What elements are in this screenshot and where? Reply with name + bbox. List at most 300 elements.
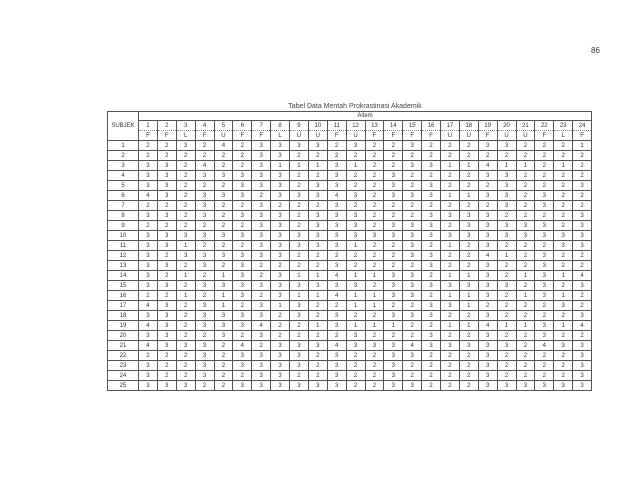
score-cell: 2 <box>346 151 365 161</box>
item-number-header: 4 <box>195 121 214 131</box>
subject-id-cell: 12 <box>108 251 139 261</box>
table-row <box>108 161 592 171</box>
score-cell: 3 <box>308 141 327 151</box>
score-cell: 3 <box>384 231 403 241</box>
score-cell: 3 <box>384 271 403 281</box>
score-cell: 1 <box>497 161 516 171</box>
score-cell: 3 <box>497 201 516 211</box>
score-cell: 3 <box>422 181 441 191</box>
item-code-header: F <box>327 131 346 141</box>
score-cell: 1 <box>459 271 478 281</box>
score-cell: 2 <box>573 171 592 181</box>
score-cell: 2 <box>422 201 441 211</box>
score-cell: 2 <box>554 191 573 201</box>
score-cell: 3 <box>403 381 422 391</box>
score-cell: 2 <box>535 161 554 171</box>
score-cell: 3 <box>422 251 441 261</box>
subject-id-cell: 16 <box>108 291 139 301</box>
score-cell: 2 <box>346 371 365 381</box>
item-code-header: U <box>290 131 309 141</box>
score-cell: 3 <box>157 171 176 181</box>
score-cell: 3 <box>478 361 497 371</box>
score-cell: 3 <box>308 381 327 391</box>
item-number-header: 10 <box>308 121 327 131</box>
score-cell: 3 <box>214 331 233 341</box>
score-cell: 2 <box>422 291 441 301</box>
score-cell: 2 <box>252 271 271 281</box>
score-cell: 1 <box>365 301 384 311</box>
score-cell: 2 <box>214 381 233 391</box>
score-cell: 3 <box>214 251 233 261</box>
score-cell: 3 <box>478 191 497 201</box>
score-cell: 3 <box>252 351 271 361</box>
score-cell: 3 <box>327 311 346 321</box>
score-cell: 2 <box>271 331 290 341</box>
score-cell: 2 <box>346 201 365 211</box>
score-cell: 2 <box>308 361 327 371</box>
score-cell: 2 <box>516 191 535 201</box>
score-cell: 1 <box>214 291 233 301</box>
score-cell: 2 <box>346 251 365 261</box>
score-cell: 2 <box>233 141 252 151</box>
score-cell: 3 <box>157 311 176 321</box>
score-cell: 2 <box>497 151 516 161</box>
score-cell: 3 <box>478 221 497 231</box>
score-cell: 3 <box>497 221 516 231</box>
score-cell: 2 <box>516 211 535 221</box>
score-cell: 3 <box>365 341 384 351</box>
score-cell: 3 <box>403 141 422 151</box>
score-cell: 2 <box>346 261 365 271</box>
score-cell: 2 <box>233 331 252 341</box>
item-code-header: F <box>478 131 497 141</box>
score-cell: 3 <box>422 331 441 341</box>
score-cell: 3 <box>139 281 158 291</box>
score-cell: 2 <box>497 261 516 271</box>
score-cell: 2 <box>573 331 592 341</box>
score-cell: 3 <box>478 331 497 341</box>
score-cell: 3 <box>308 231 327 241</box>
score-cell: 3 <box>195 261 214 271</box>
score-cell: 3 <box>384 171 403 181</box>
subject-id-cell: 4 <box>108 171 139 181</box>
score-cell: 2 <box>365 161 384 171</box>
subject-id-cell: 24 <box>108 371 139 381</box>
score-cell: 2 <box>422 351 441 361</box>
score-cell: 2 <box>327 251 346 261</box>
score-cell: 3 <box>308 241 327 251</box>
score-cell: 2 <box>535 301 554 311</box>
score-cell: 2 <box>422 151 441 161</box>
score-cell: 3 <box>497 141 516 151</box>
table-row <box>108 261 592 271</box>
score-cell: 2 <box>441 311 460 321</box>
score-cell: 1 <box>271 301 290 311</box>
score-cell: 3 <box>478 381 497 391</box>
score-cell: 4 <box>252 321 271 331</box>
item-code-header: F <box>195 131 214 141</box>
score-cell: 3 <box>384 181 403 191</box>
score-cell: 2 <box>365 211 384 221</box>
score-cell: 2 <box>290 321 309 331</box>
score-cell: 3 <box>271 381 290 391</box>
score-cell: 3 <box>233 271 252 281</box>
item-number-header: 19 <box>478 121 497 131</box>
item-code-header: L <box>176 131 195 141</box>
score-cell: 2 <box>327 151 346 161</box>
score-cell: 2 <box>346 311 365 321</box>
score-cell: 4 <box>327 291 346 301</box>
score-cell: 3 <box>233 191 252 201</box>
score-cell: 2 <box>214 371 233 381</box>
score-cell: 3 <box>422 301 441 311</box>
score-cell: 3 <box>252 161 271 171</box>
score-cell: 2 <box>516 201 535 211</box>
score-cell: 3 <box>214 171 233 181</box>
score-cell: 3 <box>327 381 346 391</box>
score-cell: 2 <box>441 331 460 341</box>
score-cell: 3 <box>573 311 592 321</box>
score-cell: 3 <box>535 281 554 291</box>
score-cell: 2 <box>497 301 516 311</box>
score-cell: 2 <box>535 371 554 381</box>
score-cell: 3 <box>157 341 176 351</box>
item-number-header: 5 <box>214 121 233 131</box>
score-cell: 2 <box>573 161 592 171</box>
score-cell: 2 <box>308 261 327 271</box>
score-cell: 3 <box>195 281 214 291</box>
score-cell: 2 <box>365 221 384 231</box>
score-cell: 1 <box>441 191 460 201</box>
score-cell: 2 <box>516 251 535 261</box>
score-cell: 2 <box>365 331 384 341</box>
score-cell: 3 <box>422 161 441 171</box>
score-cell: 3 <box>308 341 327 351</box>
score-cell: 3 <box>157 331 176 341</box>
score-cell: 1 <box>384 321 403 331</box>
score-cell: 2 <box>516 241 535 251</box>
score-cell: 2 <box>422 141 441 151</box>
table-row <box>108 171 592 181</box>
score-cell: 3 <box>441 341 460 351</box>
score-cell: 3 <box>252 151 271 161</box>
item-code-header: F <box>233 131 252 141</box>
score-cell: 2 <box>403 331 422 341</box>
score-cell: 3 <box>271 211 290 221</box>
score-cell: 3 <box>195 341 214 351</box>
score-cell: 1 <box>554 321 573 331</box>
score-cell: 3 <box>195 371 214 381</box>
score-cell: 3 <box>252 331 271 341</box>
score-cell: 2 <box>176 201 195 211</box>
score-cell: 2 <box>441 141 460 151</box>
score-cell: 1 <box>516 321 535 331</box>
score-cell: 3 <box>139 171 158 181</box>
score-cell: 2 <box>365 171 384 181</box>
score-cell: 3 <box>497 171 516 181</box>
score-cell: 2 <box>195 241 214 251</box>
score-cell: 2 <box>233 301 252 311</box>
score-cell: 2 <box>365 181 384 191</box>
score-cell: 2 <box>214 221 233 231</box>
score-cell: 3 <box>252 381 271 391</box>
score-cell: 3 <box>327 371 346 381</box>
score-cell: 2 <box>497 351 516 361</box>
score-cell: 3 <box>535 191 554 201</box>
score-cell: 2 <box>214 241 233 251</box>
score-cell: 3 <box>195 191 214 201</box>
score-cell: 4 <box>233 341 252 351</box>
score-cell: 2 <box>516 151 535 161</box>
score-cell: 2 <box>271 311 290 321</box>
table-row <box>108 191 592 201</box>
score-cell: 3 <box>441 231 460 241</box>
score-cell: 1 <box>459 191 478 201</box>
item-code-header: F <box>535 131 554 141</box>
score-cell: 2 <box>290 251 309 261</box>
score-cell: 4 <box>139 321 158 331</box>
score-cell: 3 <box>497 181 516 191</box>
item-number-header: 15 <box>403 121 422 131</box>
score-cell: 2 <box>535 181 554 191</box>
score-cell: 2 <box>441 371 460 381</box>
score-cell: 3 <box>308 181 327 191</box>
score-cell: 2 <box>554 201 573 211</box>
score-cell: 2 <box>535 171 554 181</box>
score-cell: 1 <box>441 161 460 171</box>
score-cell: 3 <box>139 371 158 381</box>
score-cell: 2 <box>365 371 384 381</box>
score-cell: 2 <box>554 361 573 371</box>
score-cell: 2 <box>497 211 516 221</box>
score-cell: 3 <box>214 321 233 331</box>
score-cell: 4 <box>195 161 214 171</box>
score-cell: 1 <box>516 161 535 171</box>
score-cell: 2 <box>516 341 535 351</box>
score-cell: 2 <box>554 371 573 381</box>
subjek-header: SUBJEK <box>108 112 139 141</box>
score-cell: 2 <box>233 201 252 211</box>
score-cell: 2 <box>478 151 497 161</box>
score-cell: 3 <box>195 321 214 331</box>
score-cell: 2 <box>516 171 535 181</box>
score-cell: 2 <box>516 181 535 191</box>
score-cell: 3 <box>346 231 365 241</box>
table-row <box>108 301 592 311</box>
table-caption: Tabel Data Mentah Prokrastinasi Akademik <box>288 103 422 110</box>
table-row <box>108 231 592 241</box>
table-row <box>108 271 592 281</box>
score-cell: 3 <box>516 221 535 231</box>
score-cell: 2 <box>459 311 478 321</box>
score-cell: 3 <box>403 161 422 171</box>
score-cell: 1 <box>365 271 384 281</box>
score-cell: 2 <box>290 331 309 341</box>
score-cell: 3 <box>233 311 252 321</box>
score-cell: 2 <box>497 271 516 281</box>
score-cell: 3 <box>252 211 271 221</box>
score-cell: 3 <box>271 251 290 261</box>
score-cell: 2 <box>459 251 478 261</box>
item-number-header: 12 <box>346 121 365 131</box>
score-cell: 4 <box>478 251 497 261</box>
score-cell: 2 <box>365 141 384 151</box>
score-cell: 3 <box>233 231 252 241</box>
score-cell: 3 <box>308 281 327 291</box>
score-cell: 3 <box>233 181 252 191</box>
item-number-header: 3 <box>176 121 195 131</box>
score-cell: 4 <box>139 341 158 351</box>
score-cell: 3 <box>573 351 592 361</box>
score-cell: 3 <box>252 361 271 371</box>
score-cell: 3 <box>327 221 346 231</box>
score-cell: 3 <box>252 371 271 381</box>
score-cell: 2 <box>214 261 233 271</box>
score-cell: 3 <box>271 191 290 201</box>
score-cell: 2 <box>516 141 535 151</box>
score-cell: 1 <box>516 271 535 281</box>
score-cell: 3 <box>290 361 309 371</box>
score-cell: 3 <box>573 241 592 251</box>
score-cell: 1 <box>271 161 290 171</box>
score-cell: 3 <box>157 161 176 171</box>
score-cell: 3 <box>497 191 516 201</box>
score-cell: 2 <box>403 361 422 371</box>
subject-id-cell: 6 <box>108 191 139 201</box>
score-cell: 2 <box>441 221 460 231</box>
score-cell: 3 <box>573 381 592 391</box>
score-cell: 3 <box>233 351 252 361</box>
score-cell: 3 <box>290 231 309 241</box>
score-cell: 3 <box>516 231 535 241</box>
score-cell: 3 <box>422 311 441 321</box>
score-cell: 3 <box>441 281 460 291</box>
score-cell: 2 <box>535 211 554 221</box>
score-cell: 2 <box>497 371 516 381</box>
score-cell: 2 <box>365 151 384 161</box>
score-cell: 1 <box>459 321 478 331</box>
score-cell: 1 <box>290 161 309 171</box>
score-cell: 2 <box>497 331 516 341</box>
score-cell: 3 <box>139 161 158 171</box>
score-cell: 3 <box>327 181 346 191</box>
score-cell: 2 <box>459 331 478 341</box>
score-cell: 2 <box>535 241 554 251</box>
score-cell: 2 <box>365 191 384 201</box>
score-cell: 3 <box>403 311 422 321</box>
score-cell: 3 <box>478 261 497 271</box>
score-cell: 3 <box>478 271 497 281</box>
score-cell: 3 <box>195 211 214 221</box>
table-row <box>108 321 592 331</box>
score-cell: 2 <box>290 181 309 191</box>
score-cell: 3 <box>271 151 290 161</box>
score-cell: 3 <box>176 141 195 151</box>
score-cell: 1 <box>441 291 460 301</box>
score-cell: 3 <box>252 181 271 191</box>
score-cell: 3 <box>573 221 592 231</box>
subject-id-cell: 22 <box>108 351 139 361</box>
score-cell: 3 <box>327 171 346 181</box>
score-cell: 2 <box>441 181 460 191</box>
score-cell: 3 <box>346 221 365 231</box>
item-code-header: U <box>459 131 478 141</box>
score-cell: 2 <box>308 201 327 211</box>
item-number-row <box>108 121 592 131</box>
score-cell: 3 <box>271 361 290 371</box>
score-cell: 2 <box>214 361 233 371</box>
subject-id-cell: 9 <box>108 221 139 231</box>
score-cell: 3 <box>252 201 271 211</box>
item-number-header: 14 <box>384 121 403 131</box>
aitem-group-header: Aitem <box>139 112 592 121</box>
score-cell: 2 <box>365 311 384 321</box>
score-cell: 3 <box>554 341 573 351</box>
score-cell: 3 <box>233 361 252 371</box>
item-code-header: L <box>271 131 290 141</box>
score-cell: 2 <box>195 151 214 161</box>
score-cell: 2 <box>195 381 214 391</box>
score-cell: 2 <box>459 151 478 161</box>
score-cell: 1 <box>441 241 460 251</box>
score-cell: 1 <box>459 161 478 171</box>
score-cell: 2 <box>554 141 573 151</box>
score-cell: 2 <box>176 181 195 191</box>
score-cell: 2 <box>176 261 195 271</box>
score-cell: 3 <box>327 161 346 171</box>
table-row <box>108 291 592 301</box>
score-cell: 2 <box>384 151 403 161</box>
subject-id-cell: 11 <box>108 241 139 251</box>
score-cell: 2 <box>365 351 384 361</box>
score-cell: 3 <box>535 321 554 331</box>
subject-id-cell: 17 <box>108 301 139 311</box>
score-cell: 2 <box>176 191 195 201</box>
score-cell: 2 <box>554 261 573 271</box>
table-row <box>108 381 592 391</box>
score-cell: 2 <box>271 321 290 331</box>
table-row <box>108 311 592 321</box>
score-cell: 4 <box>139 191 158 201</box>
score-cell: 2 <box>554 351 573 361</box>
score-cell: 3 <box>403 281 422 291</box>
score-cell: 2 <box>290 261 309 271</box>
table-row <box>108 151 592 161</box>
score-cell: 3 <box>535 231 554 241</box>
score-cell: 2 <box>176 161 195 171</box>
score-cell: 2 <box>422 171 441 181</box>
score-cell: 3 <box>516 381 535 391</box>
item-number-header: 1 <box>139 121 158 131</box>
score-cell: 2 <box>290 171 309 181</box>
score-cell: 3 <box>422 191 441 201</box>
score-cell: 2 <box>535 311 554 321</box>
score-cell: 3 <box>139 181 158 191</box>
score-cell: 2 <box>573 301 592 311</box>
score-cell: 3 <box>422 281 441 291</box>
score-cell: 1 <box>516 291 535 301</box>
score-cell: 2 <box>573 201 592 211</box>
score-cell: 1 <box>459 291 478 301</box>
score-cell: 2 <box>308 351 327 361</box>
score-cell: 3 <box>535 201 554 211</box>
score-cell: 2 <box>176 281 195 291</box>
score-cell: 3 <box>271 141 290 151</box>
score-cell: 1 <box>290 271 309 281</box>
score-cell: 2 <box>139 351 158 361</box>
score-cell: 3 <box>195 171 214 181</box>
score-cell: 3 <box>384 341 403 351</box>
